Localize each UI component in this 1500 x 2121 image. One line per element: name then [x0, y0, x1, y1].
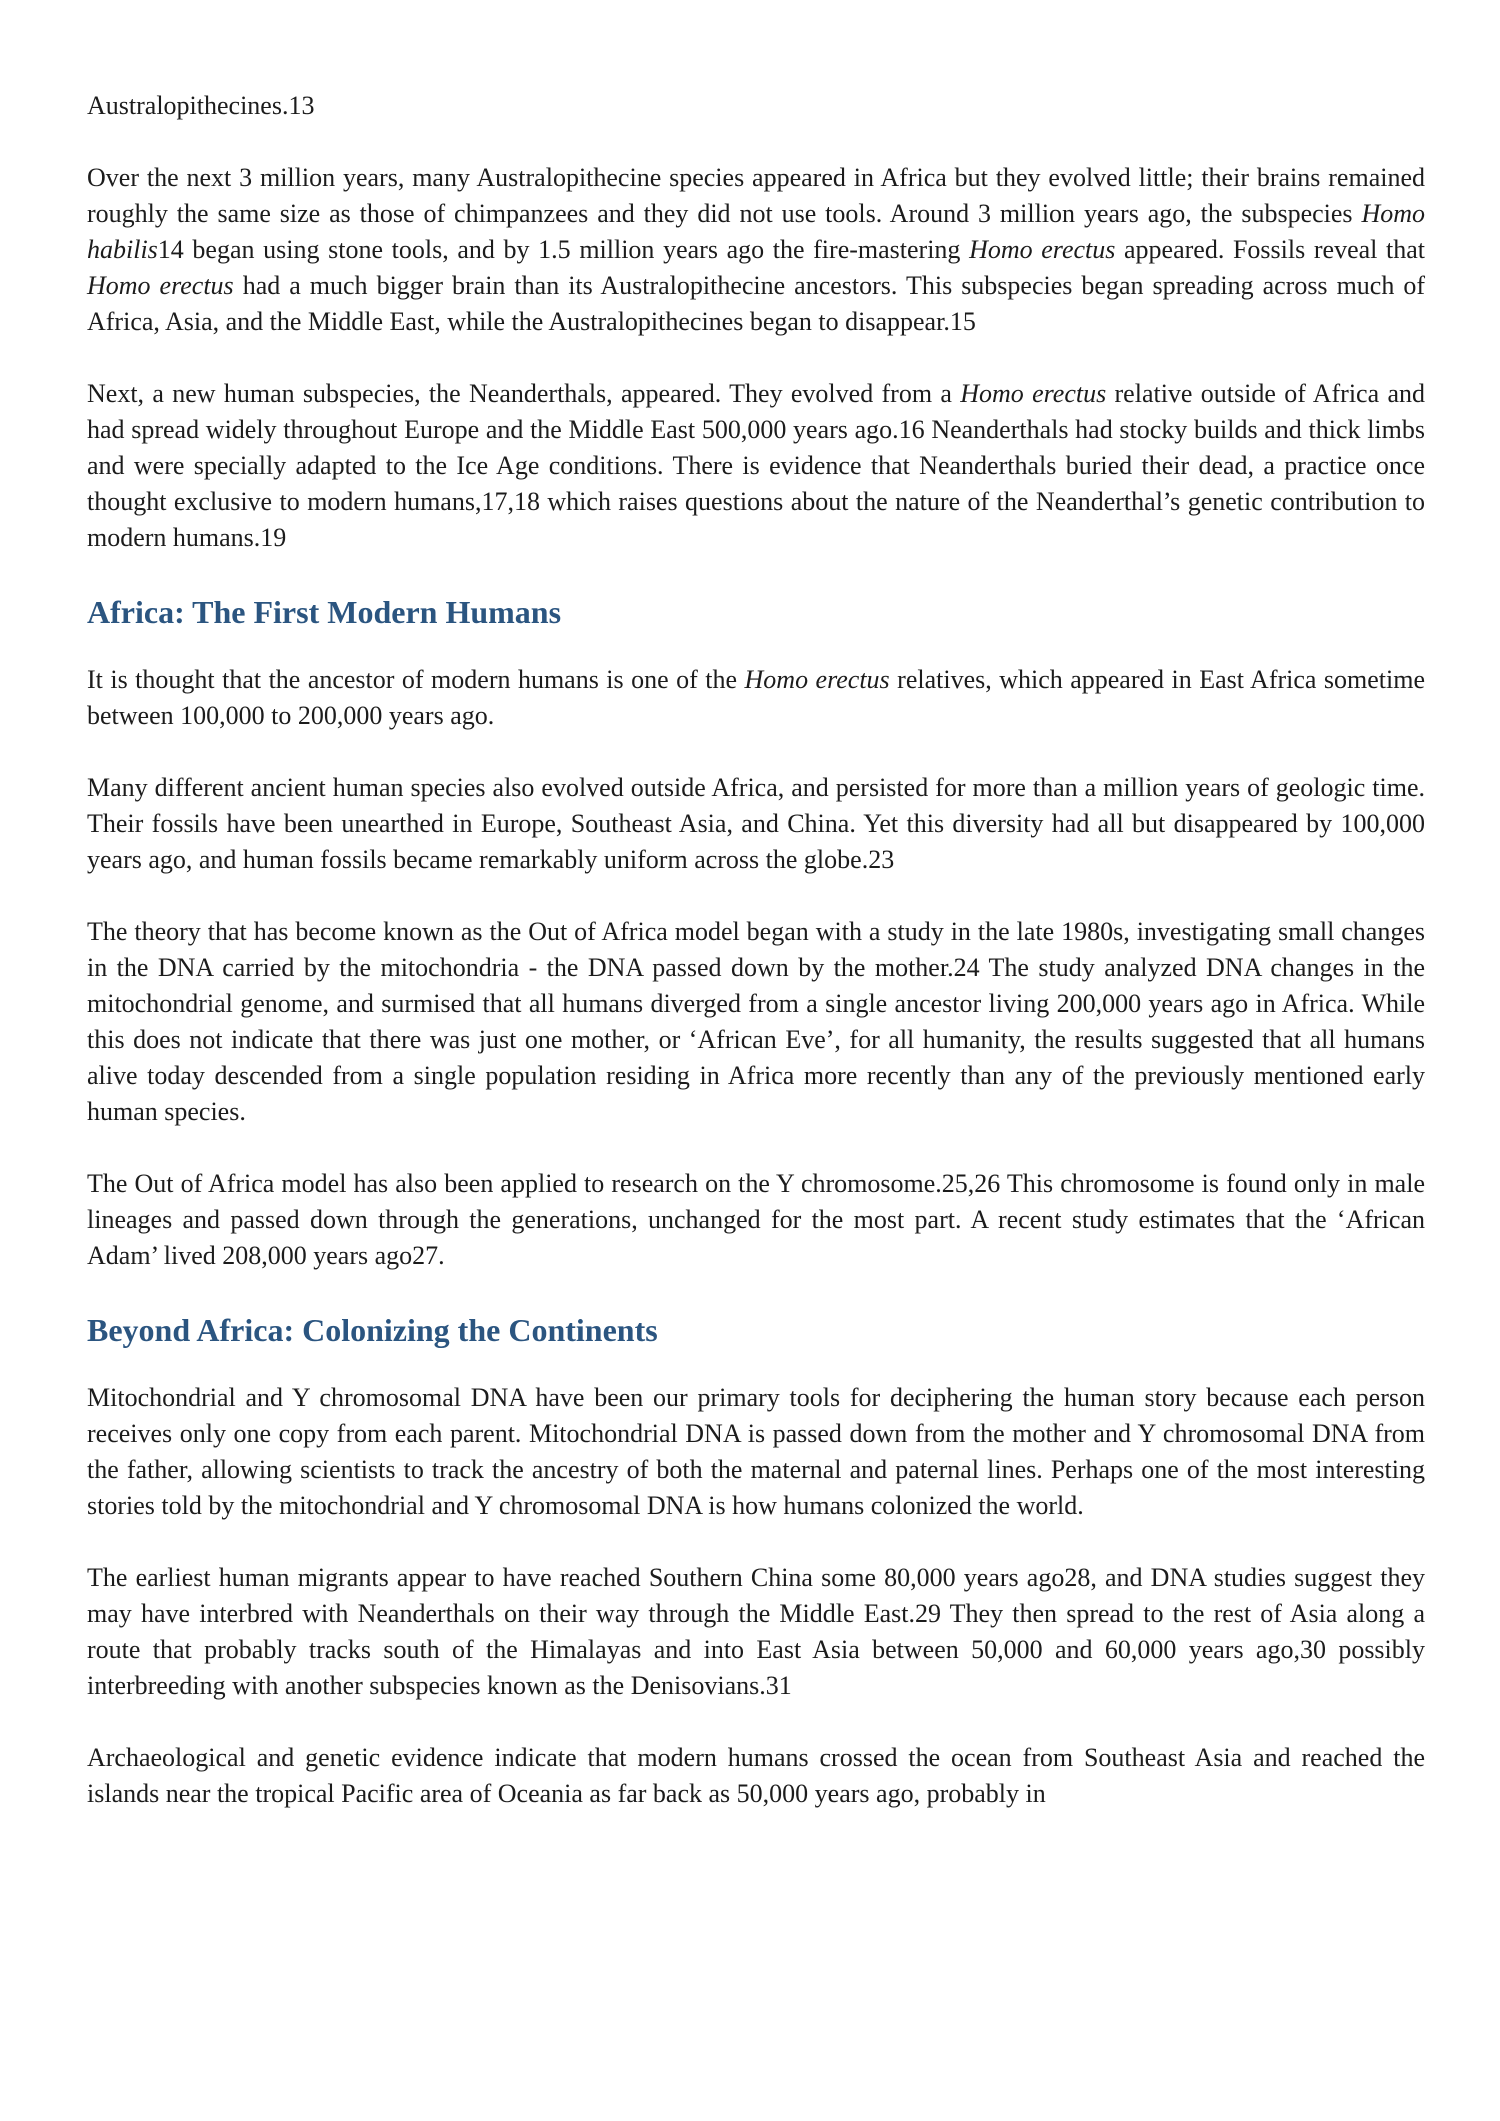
paragraph-out-of-africa: The theory that has become known as the Out of Africa model began with a study in the late 1980s, investigating small changes in the DNA carried by the mitochondria - the DNA passed down by the mother.24 The study analyzed DNA changes in the mitochondrial genome, and surmised that all humans diverged from a single ancestor living 200,000 years ago in Africa. While this does not indicate that there was just one mother, or ‘African Eve’, for all humanity, the results suggested that all humans alive today descended from a single population residing in Africa more recently than any of the previously mentioned early human species.	[87, 917, 1425, 1126]
paragraph-ancestor	[87, 662, 1425, 734]
text-run: had a much bigger brain than its Australopithecine ancestors. This subspecies began spreading across much of Africa, Asia, and the Middle East, while the Australopithecines began to disappear.15	[87, 271, 1425, 336]
paragraph-oceania: Archaeological and genetic evidence indicate that modern humans crossed the ocean from Southeast Asia and reached the islands near the tropical Pacific area of Oceania as far back as 50,000 years ago, probably in	[87, 1743, 1425, 1808]
species-name-italic: Homo habilis	[87, 199, 1425, 264]
paragraph-ancient-species: Many different ancient human species also evolved outside Africa, and persisted for more than a million years of geologic time. Their fossils have been unearthed in Europe, Southeast Asia, and China. Yet this diversity had all but disappeared by 100,000 years ago, and human fossils became remarkably uniform across the globe.23	[87, 773, 1425, 874]
text-run: Over the next 3 million years, many Australopithecine species appeared in Africa but they evolved little; their brains remained roughly the same size as those of chimpanzees and they did not use tools. Around 3 million years ago, the subspecies	[87, 163, 1425, 228]
text-run: It is thought that the ancestor of modern humans is one of the	[87, 665, 745, 694]
continuation-span: Australopithecines.13	[87, 91, 315, 120]
text-run: 14 began using stone tools, and by 1.5 million years ago the fire-mastering	[157, 235, 970, 264]
species-name-italic: Homo erectus	[87, 271, 234, 300]
paragraph-neanderthals	[87, 376, 1425, 556]
section-heading-africa: Africa: The First Modern Humans	[87, 594, 562, 630]
text-run: appeared. Fossils reveal that	[1115, 235, 1425, 264]
paragraph-y-chromosome: The Out of Africa model has also been applied to research on the Y chromosome.25,26 This chromosome is found only in male lineages and passed down through the generations, unchanged for the most part. A recent study estimates that the ‘African Adam’ lived 208,000 years ago27.	[87, 1169, 1425, 1270]
text-run: relative outside of Africa and had spread widely throughout Europe and the Middle East 500,000 years ago.16 Neanderthals had stocky builds and thick limbs and were specially adapted to the Ice Age conditions. There is evidence that Neanderthals buried their dead, a practice once thought exclusive to modern humans,17,18 which raises questions about the nature of the Neanderthal’s genetic contribution to modern humans.19	[87, 379, 1425, 552]
paragraph-australopithecine	[87, 160, 1425, 340]
section-heading-beyond-africa: Beyond Africa: Colonizing the Continents	[87, 1312, 658, 1348]
species-name-italic: Homo erectus	[960, 379, 1107, 408]
paragraph-earliest-migrants: The earliest human migrants appear to have reached Southern China some 80,000 years ago28, and DNA studies suggest they may have interbred with Neanderthals on their way through the Middle East.29 They then spread to the rest of Asia along a route that probably tracks south of the Himalayas and into East Asia between 50,000 and 60,000 years ago,30 possibly interbreeding with another subspecies known as the Denisovians.31	[87, 1563, 1425, 1700]
document-page	[87, 88, 1425, 1848]
continuation-text	[87, 88, 1425, 124]
text-run: Next, a new human subspecies, the Neanderthals, appeared. They evolved from a	[87, 379, 961, 408]
species-name-italic: Homo erectus	[744, 665, 890, 694]
species-name-italic: Homo erectus	[969, 235, 1116, 264]
text-run: relatives, which appeared in East Africa sometime between 100,000 to 200,000 years ago.	[87, 665, 1426, 730]
paragraph-dna-tools: Mitochondrial and Y chromosomal DNA have been our primary tools for deciphering the human story because each person receives only one copy from each parent. Mitochondrial DNA is passed down from the mother and Y chromosomal DNA from the father, allowing scientists to track the ancestry of both the maternal and paternal lines. Perhaps one of the most interesting stories told by the mitochondrial and Y chromosomal DNA is how humans colonized the world.	[87, 1383, 1425, 1520]
